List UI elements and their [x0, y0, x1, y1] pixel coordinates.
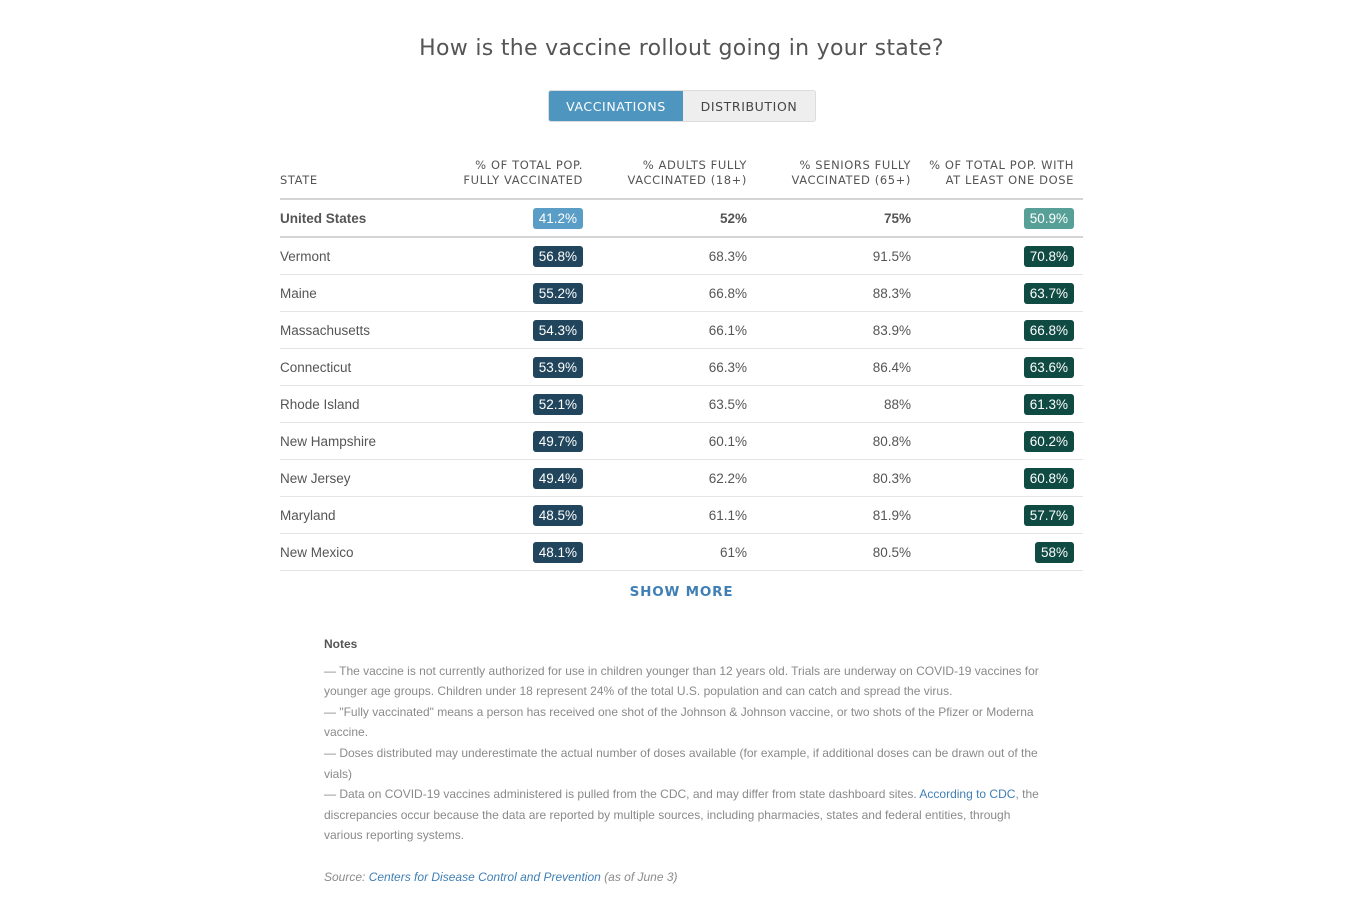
header-line: VACCINATED (18+) — [627, 173, 747, 187]
cell-pct-seniors-full: 75% — [756, 199, 920, 237]
cdc-source-link[interactable]: Centers for Disease Control and Prevention — [368, 870, 601, 884]
cell-pct-total-full — [428, 497, 592, 534]
cell-pct-one-dose — [920, 275, 1083, 312]
table-row — [280, 534, 1083, 571]
header-line: VACCINATED (65+) — [791, 173, 911, 187]
cell-pct-one-dose — [920, 423, 1083, 460]
cell-pct-total-full — [428, 275, 592, 312]
state-name: United States — [280, 199, 428, 237]
cell-pct-seniors-full: 86.4% — [756, 349, 920, 386]
table-header-row — [280, 152, 1083, 199]
cell-pct-one-dose — [920, 460, 1083, 497]
cell-pct-seniors-full: 81.9% — [756, 497, 920, 534]
cell-pct-seniors-full: 88.3% — [756, 275, 920, 312]
cell-pct-one-dose — [920, 349, 1083, 386]
value-badge: 63.6% — [1024, 357, 1074, 378]
cell-pct-seniors-full: 80.8% — [756, 423, 920, 460]
value-badge: 49.7% — [533, 431, 583, 452]
column-header-pct-total-full[interactable] — [428, 152, 592, 199]
value-badge: 56.8% — [533, 246, 583, 267]
state-name: Massachusetts — [280, 312, 428, 349]
value-badge: 54.3% — [533, 320, 583, 341]
cell-pct-adults-full: 61% — [592, 534, 756, 571]
state-name: Maryland — [280, 497, 428, 534]
state-name: New Jersey — [280, 460, 428, 497]
cell-pct-adults-full: 66.1% — [592, 312, 756, 349]
header-line: % OF TOTAL POP. WITH — [929, 158, 1074, 172]
table-row — [280, 386, 1083, 423]
cell-pct-adults-full: 66.8% — [592, 275, 756, 312]
value-badge: 57.7% — [1024, 505, 1074, 526]
cell-pct-one-dose — [920, 312, 1083, 349]
cell-pct-total-full — [428, 423, 592, 460]
cell-pct-total-full — [428, 312, 592, 349]
source-suffix: (as of June 3) — [600, 870, 678, 884]
cell-pct-adults-full: 66.3% — [592, 349, 756, 386]
tab-bar — [548, 90, 816, 122]
value-badge: 53.9% — [533, 357, 583, 378]
cell-pct-seniors-full: 83.9% — [756, 312, 920, 349]
value-badge: 61.3% — [1024, 394, 1074, 415]
notes-section — [324, 634, 1044, 846]
cell-pct-adults-full: 60.1% — [592, 423, 756, 460]
table-row — [280, 460, 1083, 497]
state-name: Vermont — [280, 237, 428, 275]
header-line: AT LEAST ONE DOSE — [945, 173, 1074, 187]
note-item-cdc — [324, 784, 1044, 846]
cell-pct-adults-full: 52% — [592, 199, 756, 237]
table-row — [280, 237, 1083, 275]
table-row — [280, 349, 1083, 386]
cell-pct-total-full — [428, 534, 592, 571]
cell-pct-one-dose — [920, 497, 1083, 534]
value-badge: 55.2% — [533, 283, 583, 304]
value-badge: 48.5% — [533, 505, 583, 526]
value-badge: 70.8% — [1024, 246, 1074, 267]
cell-pct-adults-full: 62.2% — [592, 460, 756, 497]
state-name: Rhode Island — [280, 386, 428, 423]
value-badge: 48.1% — [533, 542, 583, 563]
cell-pct-seniors-full: 80.3% — [756, 460, 920, 497]
value-badge: 49.4% — [533, 468, 583, 489]
cell-pct-seniors-full: 91.5% — [756, 237, 920, 275]
state-name: Maine — [280, 275, 428, 312]
column-header-state[interactable] — [280, 152, 428, 199]
header-line: FULLY VACCINATED — [463, 173, 583, 187]
cell-pct-adults-full: 68.3% — [592, 237, 756, 275]
cell-pct-total-full — [428, 349, 592, 386]
page-title: How is the vaccine rollout going in your state? — [419, 36, 944, 61]
cell-pct-total-full — [428, 460, 592, 497]
cell-pct-adults-full: 61.1% — [592, 497, 756, 534]
value-badge: 60.8% — [1024, 468, 1074, 489]
state-name: Connecticut — [280, 349, 428, 386]
source-line — [324, 870, 678, 884]
cell-pct-adults-full: 63.5% — [592, 386, 756, 423]
note-text: , the discrepancies occur because the data are reported by multiple sources, including pharmacies, states and federal entities, through various reporting systems. — [324, 787, 1039, 843]
table-row — [280, 423, 1083, 460]
cell-pct-seniors-full: 80.5% — [756, 534, 920, 571]
value-badge: 63.7% — [1024, 283, 1074, 304]
value-badge: 41.2% — [533, 208, 583, 229]
table-row — [280, 312, 1083, 349]
table-row-united-states — [280, 199, 1083, 237]
note-item: — "Fully vaccinated" means a person has received one shot of the Johnson & Johnson vaccine, or two shots of the Pfizer or Moderna vaccine. — [324, 704, 1034, 740]
value-badge: 50.9% — [1024, 208, 1074, 229]
cell-pct-total-full — [428, 199, 592, 237]
cell-pct-seniors-full: 88% — [756, 386, 920, 423]
note-text: — Data on COVID-19 vaccines administered is pulled from the CDC, and may differ from state dashboard sites. — [324, 787, 920, 802]
note-item: — The vaccine is not currently authorized for use in children younger than 12 years old. Trials are underway on COVID-19 vaccines for younger age groups. Children under 18 represent 24% of the total U.S. population and can catch and spread the virus. — [324, 663, 1039, 699]
table-row — [280, 497, 1083, 534]
value-badge: 66.8% — [1024, 320, 1074, 341]
cell-pct-one-dose — [920, 237, 1083, 275]
header-line: % OF TOTAL POP. — [475, 158, 583, 172]
cell-pct-one-dose — [920, 534, 1083, 571]
notes-title: Notes — [324, 637, 358, 651]
vaccination-table — [280, 152, 1083, 571]
table-row — [280, 275, 1083, 312]
header-line: STATE — [280, 173, 318, 187]
state-name: New Hampshire — [280, 423, 428, 460]
state-name: New Mexico — [280, 534, 428, 571]
cell-pct-total-full — [428, 237, 592, 275]
column-header-pct-seniors-full[interactable] — [756, 152, 920, 199]
table-body — [280, 199, 1083, 571]
cell-pct-total-full — [428, 386, 592, 423]
according-to-cdc-link[interactable]: According to CDC — [919, 787, 1016, 802]
source-prefix: Source: — [324, 870, 369, 884]
column-header-pct-one-dose[interactable] — [920, 152, 1083, 199]
value-badge: 52.1% — [533, 394, 583, 415]
cell-pct-one-dose — [920, 386, 1083, 423]
value-badge: 60.2% — [1024, 431, 1074, 452]
note-item: — Doses distributed may underestimate the actual number of doses available (for example, if additional doses can be drawn out of the vials) — [324, 745, 1038, 781]
header-line: % ADULTS FULLY — [642, 158, 747, 172]
column-header-pct-adults-full[interactable] — [592, 152, 756, 199]
header-line: % SENIORS FULLY — [799, 158, 911, 172]
cell-pct-one-dose — [920, 199, 1083, 237]
tab-vaccinations[interactable]: VACCINATIONS — [549, 91, 683, 121]
show-more-button[interactable]: SHOW MORE — [629, 584, 734, 600]
tab-distribution[interactable]: DISTRIBUTION — [700, 99, 798, 114]
value-badge: 58% — [1035, 542, 1074, 563]
